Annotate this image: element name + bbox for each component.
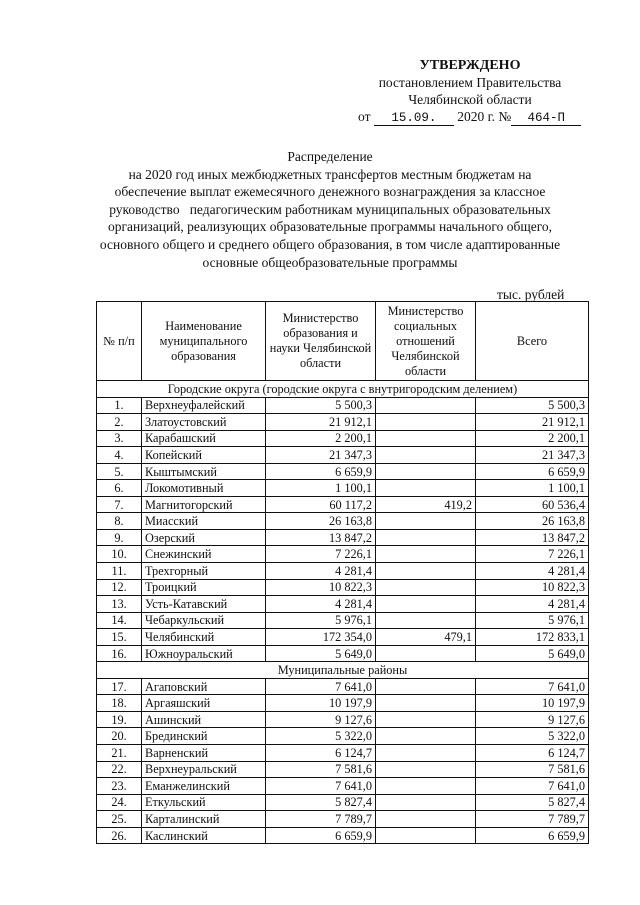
row-total: 6 124,7 bbox=[476, 745, 589, 762]
table-row bbox=[97, 695, 589, 712]
row-min-edu: 5 827,4 bbox=[266, 794, 376, 811]
row-min-edu: 7 641,0 bbox=[266, 778, 376, 795]
row-min-edu: 13 847,2 bbox=[266, 529, 376, 546]
table-row bbox=[97, 447, 589, 464]
row-total: 1 100,1 bbox=[476, 480, 589, 497]
row-name: Южноуральский bbox=[142, 645, 266, 662]
row-min-edu: 2 200,1 bbox=[266, 430, 376, 447]
row-min-social bbox=[376, 579, 476, 596]
table-row bbox=[97, 463, 589, 480]
year-label: 2020 г. bbox=[457, 109, 495, 124]
distribution-table bbox=[96, 301, 589, 844]
row-min-social bbox=[376, 612, 476, 629]
table-row bbox=[97, 794, 589, 811]
row-min-social bbox=[376, 513, 476, 530]
from-label: от bbox=[358, 109, 371, 124]
title-line-7: основные общеобразовательные программы bbox=[202, 254, 458, 270]
number-value: 464-П bbox=[511, 111, 581, 126]
row-name: Верхнеуфалейский bbox=[142, 397, 266, 414]
table-row bbox=[97, 579, 589, 596]
row-number: 12. bbox=[97, 579, 142, 596]
row-total: 7 641,0 bbox=[476, 678, 589, 695]
row-name: Агаповский bbox=[142, 678, 266, 695]
row-number: 9. bbox=[97, 529, 142, 546]
row-number: 16. bbox=[97, 645, 142, 662]
row-name: Еткульский bbox=[142, 794, 266, 811]
table-row bbox=[97, 811, 589, 828]
unit-label: тыс. рублей bbox=[497, 287, 565, 302]
approval-line-1: постановлением Правительства bbox=[378, 75, 562, 90]
row-name: Аргаяшский bbox=[142, 695, 266, 712]
table-row bbox=[97, 563, 589, 580]
table-row bbox=[97, 678, 589, 695]
row-total: 26 163,8 bbox=[476, 513, 589, 530]
title-line-6: основного общего и среднего общего образования, в том числе адаптированные bbox=[99, 236, 561, 252]
table-row bbox=[97, 397, 589, 414]
row-name: Копейский bbox=[142, 447, 266, 464]
title-line-3: обеспечение выплат ежемесячного денежного вознаграждения за классное bbox=[114, 184, 546, 200]
header-row bbox=[97, 302, 589, 381]
table-row bbox=[97, 761, 589, 778]
row-number: 2. bbox=[97, 414, 142, 431]
row-min-social bbox=[376, 430, 476, 447]
table-row bbox=[97, 778, 589, 795]
row-min-social bbox=[376, 745, 476, 762]
row-total: 5 322,0 bbox=[476, 728, 589, 745]
table-row bbox=[97, 480, 589, 497]
row-total: 7 226,1 bbox=[476, 546, 589, 563]
row-min-social bbox=[376, 695, 476, 712]
row-min-edu: 26 163,8 bbox=[266, 513, 376, 530]
row-name: Ашинский bbox=[142, 711, 266, 728]
title-line-5: организаций, реализующих образовательные программы начального общего, bbox=[107, 219, 553, 235]
row-name: Троицкий bbox=[142, 579, 266, 596]
row-number: 6. bbox=[97, 480, 142, 497]
row-number: 1. bbox=[97, 397, 142, 414]
row-total: 4 281,4 bbox=[476, 596, 589, 613]
row-number: 8. bbox=[97, 513, 142, 530]
row-name: Чебаркульский bbox=[142, 612, 266, 629]
title-line-1: Распределение bbox=[287, 149, 373, 164]
row-number: 23. bbox=[97, 778, 142, 795]
row-min-social bbox=[376, 645, 476, 662]
approval-block bbox=[350, 57, 590, 126]
row-total: 13 847,2 bbox=[476, 529, 589, 546]
row-number: 3. bbox=[97, 430, 142, 447]
row-number: 11. bbox=[97, 563, 142, 580]
row-name: Карабашский bbox=[142, 430, 266, 447]
table-row bbox=[97, 728, 589, 745]
row-name: Кыштымский bbox=[142, 463, 266, 480]
table-row bbox=[97, 529, 589, 546]
section-row bbox=[97, 662, 589, 679]
row-min-social: 419,2 bbox=[376, 496, 476, 513]
row-number: 24. bbox=[97, 794, 142, 811]
row-name: Челябинский bbox=[142, 629, 266, 646]
document-title bbox=[60, 148, 600, 271]
row-min-edu: 6 659,9 bbox=[266, 827, 376, 844]
row-min-edu: 7 641,0 bbox=[266, 678, 376, 695]
row-total: 7 789,7 bbox=[476, 811, 589, 828]
row-number: 19. bbox=[97, 711, 142, 728]
row-name: Озерский bbox=[142, 529, 266, 546]
row-min-edu: 5 322,0 bbox=[266, 728, 376, 745]
row-name: Златоустовский bbox=[142, 414, 266, 431]
row-min-edu: 4 281,4 bbox=[266, 596, 376, 613]
row-min-social bbox=[376, 728, 476, 745]
row-number: 18. bbox=[97, 695, 142, 712]
row-min-edu: 172 354,0 bbox=[266, 629, 376, 646]
table-row bbox=[97, 496, 589, 513]
row-number: 14. bbox=[97, 612, 142, 629]
row-total: 60 536,4 bbox=[476, 496, 589, 513]
row-total: 2 200,1 bbox=[476, 430, 589, 447]
row-name: Брединский bbox=[142, 728, 266, 745]
row-name: Еманжелинский bbox=[142, 778, 266, 795]
row-name: Магнитогорский bbox=[142, 496, 266, 513]
row-total: 6 659,9 bbox=[476, 463, 589, 480]
section-title: Муниципальные районы bbox=[97, 662, 589, 679]
row-min-edu: 7 226,1 bbox=[266, 546, 376, 563]
row-min-social bbox=[376, 596, 476, 613]
number-label: № bbox=[498, 109, 512, 124]
row-name: Снежинский bbox=[142, 546, 266, 563]
table-row bbox=[97, 827, 589, 844]
approval-title: УТВЕРЖДЕНО bbox=[419, 58, 521, 73]
row-number: 7. bbox=[97, 496, 142, 513]
row-name: Локомотивный bbox=[142, 480, 266, 497]
row-min-edu: 5 976,1 bbox=[266, 612, 376, 629]
row-min-social bbox=[376, 811, 476, 828]
row-number: 13. bbox=[97, 596, 142, 613]
row-min-edu: 60 117,2 bbox=[266, 496, 376, 513]
row-min-social bbox=[376, 678, 476, 695]
row-min-social bbox=[376, 529, 476, 546]
row-number: 15. bbox=[97, 629, 142, 646]
row-min-edu: 9 127,6 bbox=[266, 711, 376, 728]
header-name: Наименование муниципального образования bbox=[142, 302, 266, 381]
row-number: 17. bbox=[97, 678, 142, 695]
date-value: 15.09. bbox=[374, 111, 454, 126]
table-row bbox=[97, 711, 589, 728]
row-min-edu: 6 124,7 bbox=[266, 745, 376, 762]
row-total: 5 500,3 bbox=[476, 397, 589, 414]
row-min-social bbox=[376, 397, 476, 414]
row-min-social bbox=[376, 563, 476, 580]
row-min-edu: 4 281,4 bbox=[266, 563, 376, 580]
header-total: Всего bbox=[476, 302, 589, 381]
row-min-social: 479,1 bbox=[376, 629, 476, 646]
row-min-edu: 5 649,0 bbox=[266, 645, 376, 662]
row-min-edu: 10 822,3 bbox=[266, 579, 376, 596]
row-name: Верхнеуральский bbox=[142, 761, 266, 778]
row-name: Каслинский bbox=[142, 827, 266, 844]
row-number: 21. bbox=[97, 745, 142, 762]
row-total: 10 822,3 bbox=[476, 579, 589, 596]
row-min-social bbox=[376, 546, 476, 563]
row-min-social bbox=[376, 761, 476, 778]
row-min-social bbox=[376, 711, 476, 728]
table-row bbox=[97, 612, 589, 629]
row-min-social bbox=[376, 463, 476, 480]
row-total: 172 833,1 bbox=[476, 629, 589, 646]
header-min-edu: Министерство образования и науки Челябинской области bbox=[266, 302, 376, 381]
row-min-edu: 7 789,7 bbox=[266, 811, 376, 828]
table-row bbox=[97, 546, 589, 563]
row-number: 22. bbox=[97, 761, 142, 778]
row-min-edu: 6 659,9 bbox=[266, 463, 376, 480]
row-total: 21 912,1 bbox=[476, 414, 589, 431]
row-name: Карталинский bbox=[142, 811, 266, 828]
row-min-edu: 7 581,6 bbox=[266, 761, 376, 778]
table-body bbox=[97, 381, 589, 844]
table-row bbox=[97, 745, 589, 762]
row-min-edu: 10 197,9 bbox=[266, 695, 376, 712]
row-min-edu: 5 500,3 bbox=[266, 397, 376, 414]
table-row bbox=[97, 414, 589, 431]
row-number: 4. bbox=[97, 447, 142, 464]
title-line-4: руководство педагогическим работникам муниципальных образовательных bbox=[109, 201, 551, 217]
table-row bbox=[97, 645, 589, 662]
row-min-social bbox=[376, 778, 476, 795]
row-total: 7 581,6 bbox=[476, 761, 589, 778]
table-row bbox=[97, 513, 589, 530]
row-number: 10. bbox=[97, 546, 142, 563]
row-total: 10 197,9 bbox=[476, 695, 589, 712]
row-name: Миасский bbox=[142, 513, 266, 530]
header-num: № п/п bbox=[97, 302, 142, 381]
header-min-social: Министерство социальных отношений Челябинской области bbox=[376, 302, 476, 381]
row-min-social bbox=[376, 827, 476, 844]
section-title: Городские округа (городские округа с внутригородским делением) bbox=[97, 381, 589, 398]
row-min-edu: 1 100,1 bbox=[266, 480, 376, 497]
section-row bbox=[97, 381, 589, 398]
row-name: Усть-Катавский bbox=[142, 596, 266, 613]
row-min-social bbox=[376, 794, 476, 811]
row-total: 4 281,4 bbox=[476, 563, 589, 580]
row-min-social bbox=[376, 447, 476, 464]
row-min-edu: 21 347,3 bbox=[266, 447, 376, 464]
row-total: 5 976,1 bbox=[476, 612, 589, 629]
row-total: 21 347,3 bbox=[476, 447, 589, 464]
row-total: 9 127,6 bbox=[476, 711, 589, 728]
row-total: 5 649,0 bbox=[476, 645, 589, 662]
table-row bbox=[97, 430, 589, 447]
row-total: 6 659,9 bbox=[476, 827, 589, 844]
row-name: Варненский bbox=[142, 745, 266, 762]
row-total: 7 641,0 bbox=[476, 778, 589, 795]
row-number: 20. bbox=[97, 728, 142, 745]
row-min-edu: 21 912,1 bbox=[266, 414, 376, 431]
row-number: 25. bbox=[97, 811, 142, 828]
row-number: 26. bbox=[97, 827, 142, 844]
approval-date-line bbox=[350, 108, 590, 126]
approval-line-2: Челябинской области bbox=[408, 92, 532, 107]
table-row bbox=[97, 596, 589, 613]
row-total: 5 827,4 bbox=[476, 794, 589, 811]
title-line-2: на 2020 год иных межбюджетных трансфертов местным бюджетам на bbox=[128, 166, 532, 182]
row-min-social bbox=[376, 480, 476, 497]
table-row bbox=[97, 629, 589, 646]
row-name: Трехгорный bbox=[142, 563, 266, 580]
row-number: 5. bbox=[97, 463, 142, 480]
row-min-social bbox=[376, 414, 476, 431]
